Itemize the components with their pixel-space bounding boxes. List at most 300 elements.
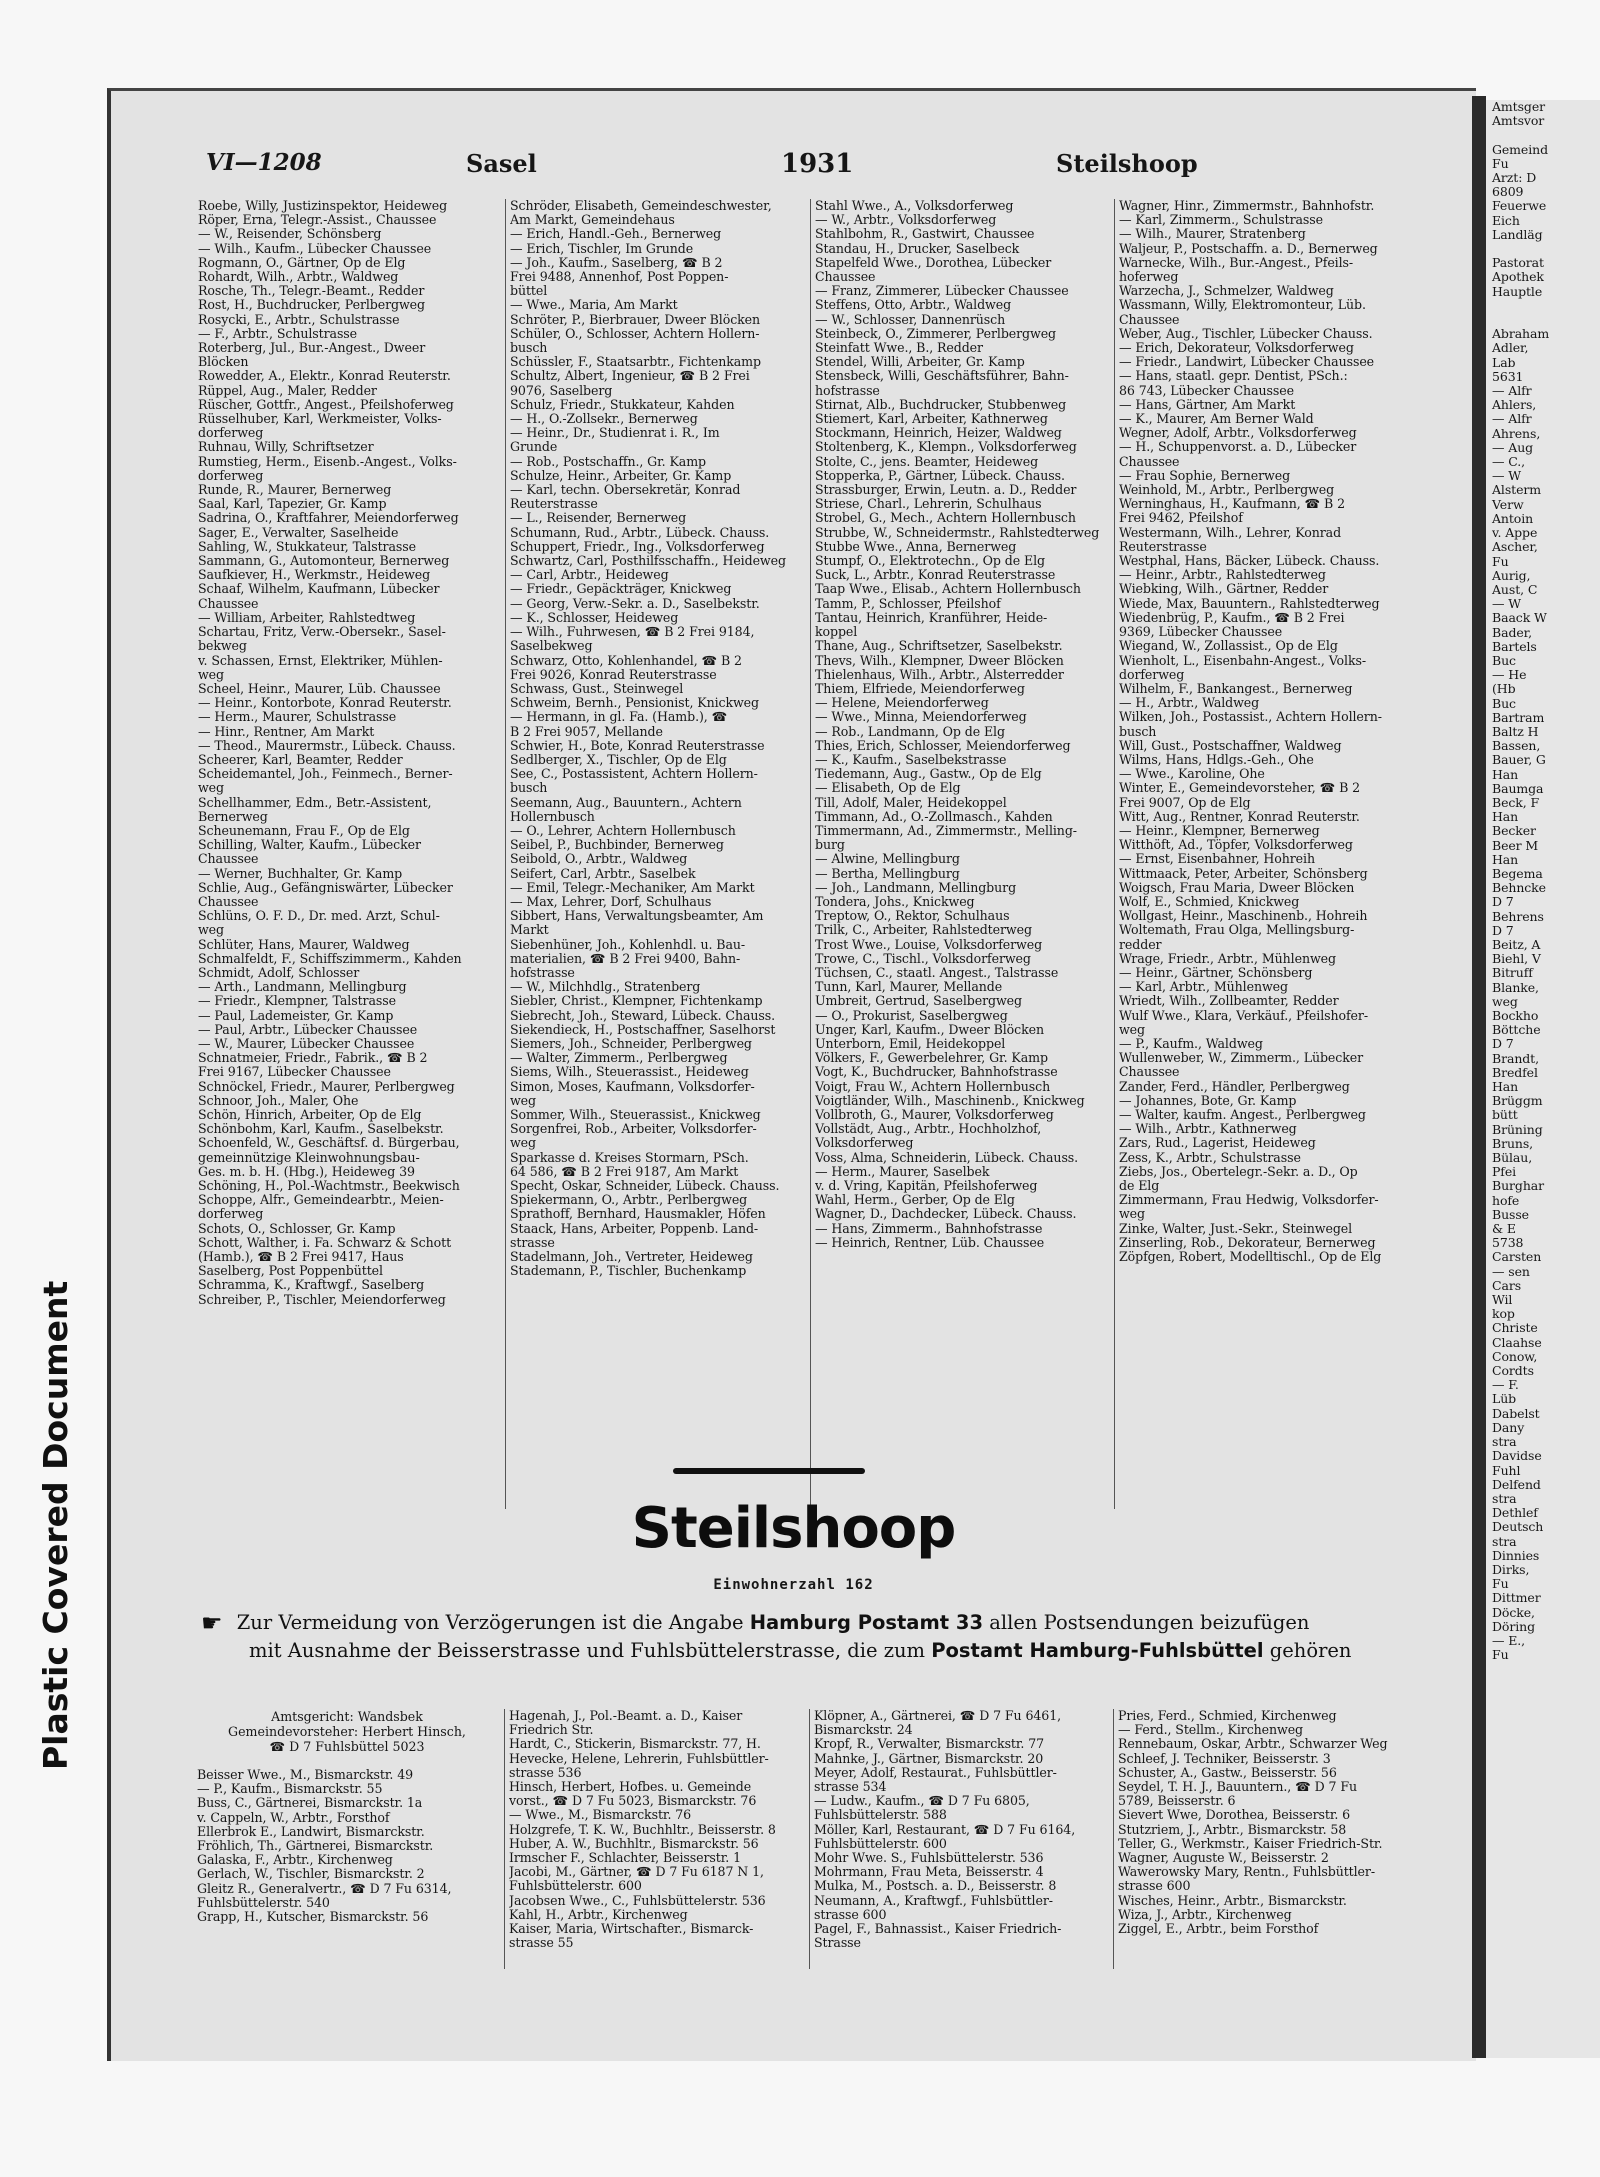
- directory-entry: Kahl, H., Arbtr., Kirchenweg: [509, 1907, 688, 1922]
- directory-entry: Suck, L., Arbtr., Konrad Reuterstrasse: [815, 568, 1056, 583]
- directory-entry: Antoin: [1492, 511, 1534, 526]
- directory-entry: Frei 9007, Op de Elg: [1119, 795, 1251, 810]
- directory-entry: — W., Maurer, Lübecker Chaussee: [198, 1036, 415, 1051]
- directory-entry: Seydel, T. H. J., Bauuntern., ☎ D 7 Fu: [1118, 1780, 1357, 1795]
- directory-entry: Stiemert, Karl, Arbeiter, Kathnerweg: [815, 412, 1048, 427]
- directory-entry: Beitz, A: [1492, 937, 1541, 952]
- directory-entry: Schwass, Gust., Steinwegel: [510, 681, 684, 696]
- directory-entry: — Alwine, Mellingburg: [815, 852, 960, 867]
- directory-entry: Fuhlsbüttelerstr. 600: [814, 1836, 947, 1851]
- directory-entry: Timmann, Ad., O.-Zollmasch., Kahden: [815, 809, 1053, 824]
- directory-entry: — Erich, Dekorateur, Volksdorferweg: [1119, 341, 1354, 356]
- directory-entry: Standau, H., Drucker, Saselbeck: [815, 241, 1020, 256]
- directory-entry: Sievert Wwe, Dorothea, Beisserstr. 6: [1118, 1808, 1351, 1823]
- directory-entry: Seibold, O., Arbtr., Waldweg: [510, 852, 688, 867]
- directory-entry: Fu: [1492, 1577, 1509, 1592]
- postal-notice: [201, 1609, 1401, 1665]
- directory-entry: B 2 Frei 9057, Mellande: [510, 724, 663, 739]
- directory-entry: Wawerowsky Mary, Rentn., Fuhlsbüttler-: [1118, 1865, 1375, 1880]
- directory-entry: Baltz H: [1492, 724, 1539, 739]
- directory-entry: Davidse: [1492, 1449, 1542, 1464]
- directory-entry: — Alfr: [1492, 412, 1532, 427]
- directory-entry: Voss, Alma, Schneiderin, Lübeck. Chauss.: [815, 1150, 1079, 1165]
- directory-entry: Stumpf, O., Elektrotechn., Op de Elg: [815, 554, 1045, 569]
- directory-entry: Sibbert, Hans, Verwaltungsbeamter, Am: [510, 909, 764, 924]
- directory-entry: Schilling, Walter, Kaufm., Lübecker: [198, 838, 421, 853]
- directory-entry: Reuterstrasse: [1119, 539, 1207, 554]
- directory-entry: Wilken, Joh., Postassist., Achtern Hollern-: [1119, 710, 1382, 725]
- directory-entry: — Friedr., Gepäckträger, Knickweg: [510, 582, 732, 597]
- directory-entry: Stapelfeld Wwe., Dorothea, Lübecker: [815, 255, 1052, 270]
- directory-entry: 9076, Saselberg: [510, 383, 613, 398]
- directory-entry: Fuhl: [1492, 1463, 1521, 1478]
- directory-entry: Rüscher, Gottfr., Angest., Pfeilshoferweg: [198, 397, 454, 412]
- directory-entry: weg: [510, 1136, 536, 1151]
- section-title: Steilshoop: [631, 1496, 956, 1561]
- directory-entry: weg: [1119, 1022, 1145, 1037]
- directory-entry: — He: [1492, 668, 1527, 683]
- directory-entry: weg: [198, 667, 224, 682]
- directory-entry: — Herm., Maurer, Schulstrasse: [198, 710, 397, 725]
- directory-entry: materialien, ☎ B 2 Frei 9400, Bahn-: [510, 951, 741, 966]
- directory-entry: Wisches, Heinr., Arbtr., Bismarckstr.: [1118, 1893, 1347, 1908]
- directory-entry: Tondera, Johs., Knickweg: [815, 894, 975, 909]
- directory-entry: Schots, O., Schlosser, Gr. Kamp: [198, 1221, 396, 1236]
- directory-entry: — W., Milchhdlg., Stratenberg: [510, 980, 701, 995]
- notice-text-3: mit Ausnahme der Beisserstrasse und Fuhlsbüttelerstrasse, die zum: [249, 1639, 926, 1662]
- directory-entry: Ruhnau, Willy, Schriftsetzer: [198, 440, 374, 455]
- directory-entry: Zars, Rud., Lagerist, Heideweg: [1119, 1136, 1316, 1151]
- column-1: [198, 199, 498, 1509]
- directory-entry: Woltemath, Frau Olga, Mellingsburg-: [1119, 923, 1355, 938]
- directory-entry: Frei 9167, Lübecker Chaussee: [198, 1065, 391, 1080]
- directory-entry: Beer M: [1492, 838, 1539, 853]
- directory-entry: Wullenweber, W., Zimmerm., Lübecker: [1119, 1051, 1364, 1066]
- directory-entry: Schlüter, Hans, Maurer, Waldweg: [198, 937, 410, 952]
- directory-entry: — sen: [1492, 1264, 1530, 1279]
- directory-entry: Gemeind: [1492, 142, 1548, 157]
- directory-entry: Böttche: [1492, 1023, 1541, 1038]
- directory-entry: Schoenfeld, W., Geschäftsf. d. Bürgerbau,: [198, 1136, 460, 1151]
- directory-entry: Wahl, Herm., Gerber, Op de Elg: [815, 1193, 1015, 1208]
- directory-entry: Spiekermann, O., Arbtr., Perlbergweg: [510, 1193, 748, 1208]
- directory-entry: — F.: [1492, 1378, 1519, 1393]
- directory-entry: weg: [510, 1093, 536, 1108]
- directory-entry: Markt: [510, 923, 549, 938]
- directory-entry: Alsterm: [1492, 483, 1541, 498]
- directory-entry: Trilk, C., Arbeiter, Rahlstedterweg: [815, 923, 1032, 938]
- directory-entry: Teller, G., Werkmstr., Kaiser Friedrich-Str.: [1118, 1836, 1383, 1851]
- directory-entry: — Wilh., Maurer, Stratenberg: [1119, 227, 1306, 242]
- directory-entry: Stademann, P., Tischler, Buchenkamp: [510, 1264, 747, 1279]
- pointing-hand-icon: ☛: [201, 1609, 223, 1637]
- directory-entry: Stadelmann, Joh., Vertreter, Heideweg: [510, 1250, 753, 1265]
- directory-entry: — Alfr: [1492, 384, 1532, 399]
- directory-entry: — Karl, Arbtr., Mühlenweg: [1119, 980, 1288, 995]
- directory-entry: busch: [1119, 724, 1157, 739]
- directory-entry: Treptow, O., Rektor, Schulhaus: [815, 909, 1010, 924]
- directory-entry: Tantau, Heinrich, Kranführer, Heide-: [815, 610, 1048, 625]
- directory-entry: — Wilh., Kaufm., Lübecker Chaussee: [198, 241, 432, 256]
- directory-entry: Becker: [1492, 824, 1536, 839]
- directory-entry: Begema: [1492, 866, 1543, 881]
- notice-bold-1: Hamburg Postamt 33: [749, 1611, 984, 1634]
- population-line: Einwohnerzahl 162: [713, 1577, 874, 1593]
- directory-entry: Stendel, Willi, Arbeiter, Gr. Kamp: [815, 355, 1025, 370]
- directory-entry: — Wilh., Fuhrwesen, ☎ B 2 Frei 9184,: [510, 625, 755, 640]
- directory-entry: Schnoor, Joh., Maler, Ohe: [198, 1093, 359, 1108]
- directory-entry: Fu: [1492, 1648, 1509, 1663]
- directory-entry: Steffens, Otto, Arbtr., Waldweg: [815, 298, 1012, 313]
- directory-entry: — Emil, Telegr.-Mechaniker, Am Markt: [510, 880, 755, 895]
- directory-entry: dorferweg: [198, 468, 264, 483]
- directory-entry: Staack, Hans, Arbeiter, Poppenb. Land-: [510, 1221, 759, 1236]
- directory-entry: dorferweg: [1119, 667, 1185, 682]
- directory-entry: Stolte, C., jens. Beamter, Heideweg: [815, 454, 1039, 469]
- directory-entry: — Wwe., M., Bismarckstr. 76: [509, 1808, 692, 1823]
- directory-entry: Frei 9488, Annenhof, Post Poppen-: [510, 270, 729, 285]
- directory-entry: Hardt, C., Stickerin, Bismarckstr. 77, H.: [509, 1737, 761, 1752]
- directory-entry: — Erich, Handl.-Geh., Bernerweg: [510, 227, 722, 242]
- directory-entry: strasse 600: [1118, 1879, 1191, 1894]
- directory-entry: Rennebaum, Oskar, Arbtr., Schwarzer Weg: [1118, 1737, 1388, 1752]
- directory-entry: Vollstädt, Aug., Arbtr., Hochholzhof,: [815, 1122, 1042, 1137]
- directory-entry: Bismarckstr. 24: [814, 1723, 913, 1738]
- directory-entry: weg: [1119, 1207, 1145, 1222]
- directory-entry: Bredfel: [1492, 1065, 1538, 1080]
- directory-entry: Strubbe, W., Schneidermstr., Rahlstedterweg: [815, 525, 1100, 540]
- directory-entry: Bernerweg: [198, 809, 268, 824]
- directory-entry: — C.,: [1492, 455, 1526, 470]
- directory-entry: Schartau, Fritz, Verw.-Obersekr., Sasel-: [198, 625, 446, 640]
- directory-entry: Dabelst: [1492, 1406, 1540, 1421]
- directory-entry: — Wwe., Minna, Meiendorferweg: [815, 710, 1027, 725]
- directory-entry: Schönbohm, Karl, Kaufm., Saselbekstr.: [198, 1122, 444, 1137]
- directory-entry: Wriedt, Wilh., Zollbeamter, Redder: [1119, 994, 1339, 1009]
- directory-entry: Warzecha, J., Schmelzer, Waldweg: [1119, 284, 1334, 299]
- directory-entry: Arzt: D: [1492, 171, 1537, 186]
- directory-entry: — Hans, Zimmerm., Bahnhofstrasse: [815, 1221, 1043, 1236]
- directory-entry: — Hans, Gärtner, Am Markt: [1119, 397, 1296, 412]
- directory-entry: Fröhlich, Th., Gärtnerei, Bismarckstr.: [197, 1839, 434, 1854]
- directory-entry: Döring: [1492, 1619, 1535, 1634]
- directory-entry: Saselberg, Post Poppenbüttel: [198, 1264, 383, 1279]
- directory-entry: Scheel, Heinr., Maurer, Lüb. Chaussee: [198, 681, 441, 696]
- directory-entry: — W., Schlosser, Dannenrüsch: [815, 312, 1006, 327]
- directory-entry: — Wwe., Maria, Am Markt: [510, 298, 678, 313]
- directory-entry: Landläg: [1492, 227, 1543, 242]
- directory-entry: Schulze, Heinr., Arbeiter, Gr. Kamp: [510, 468, 732, 483]
- steilshoop-column-4: [1113, 1709, 1414, 1969]
- directory-entry: Zander, Ferd., Händler, Perlbergweg: [1119, 1079, 1350, 1094]
- directory-entry: Stahlbohm, R., Gastwirt, Chaussee: [815, 227, 1035, 242]
- steilshoop-column-2: [504, 1709, 805, 1969]
- directory-entry: Sprathoff, Bernhard, Hausmakler, Höfen: [510, 1207, 766, 1222]
- directory-entry: Sager, E., Verwalter, Saselheide: [198, 525, 399, 540]
- directory-entry: — Joh., Landmann, Mellingburg: [815, 880, 1017, 895]
- directory-entry: Jacobsen Wwe., C., Fuhlsbüttelerstr. 536: [509, 1893, 766, 1908]
- directory-entry: Carsten: [1492, 1250, 1542, 1265]
- book-gutter: [1472, 96, 1486, 2058]
- directory-entry: weg: [198, 781, 224, 796]
- directory-entry: busch: [510, 781, 548, 796]
- directory-entry: Han: [1492, 852, 1519, 867]
- directory-entry: — Georg, Verw.-Sekr. a. D., Saselbekstr.: [510, 596, 760, 611]
- directory-entry: Irmscher F., Schlachter, Beisserstr. 1: [509, 1851, 741, 1866]
- directory-entry: Steinfatt Wwe., B., Redder: [815, 341, 983, 356]
- directory-entry: — Helene, Meiendorferweg: [815, 696, 989, 711]
- directory-entry: Zöpfgen, Robert, Modelltischl., Op de Elg: [1119, 1250, 1382, 1265]
- directory-entry: strasse 534: [814, 1780, 887, 1795]
- directory-entry: Stahl Wwe., A., Volksdorferweg: [815, 199, 1014, 213]
- directory-entry: Klöpner, A., Gärtnerei, ☎ D 7 Fu 6461,: [814, 1709, 1062, 1723]
- directory-entry: Weber, Aug., Tischler, Lübecker Chauss.: [1119, 326, 1373, 341]
- directory-entry: — Wwe., Karoline, Ohe: [1119, 767, 1265, 782]
- directory-entry: Cordts: [1492, 1364, 1534, 1379]
- directory-entry: — Carl, Arbtr., Heideweg: [510, 568, 669, 583]
- directory-entry: strasse 600: [814, 1907, 887, 1922]
- directory-entry: Chaussee: [198, 596, 259, 611]
- directory-entry: stra: [1492, 1491, 1517, 1506]
- directory-entry: — L., Reisender, Bernerweg: [510, 511, 687, 526]
- notice-text-2: allen Postsendungen beizufügen: [989, 1611, 1310, 1634]
- directory-entry: Buc: [1492, 696, 1516, 711]
- directory-entry: — Heinr., Gärtner, Schönsberg: [1119, 965, 1313, 980]
- directory-entry: Winter, E., Gemeindevorsteher, ☎ B 2: [1119, 781, 1361, 796]
- directory-entry: Wienholt, L., Eisenbahn-Angest., Volks-: [1119, 653, 1367, 668]
- directory-entry: Aust, C: [1492, 582, 1538, 597]
- directory-entry: (Hb: [1492, 682, 1516, 697]
- directory-entry: [1486, 299, 1600, 313]
- directory-entry: 5789, Beisserstr. 6: [1118, 1794, 1236, 1809]
- directory-entry: Schnöckel, Friedr., Maurer, Perlbergweg: [198, 1079, 455, 1094]
- directory-entry: Schwartz, Carl, Posthilfsschaffn., Heideweg: [510, 554, 786, 569]
- directory-entry: Chaussee: [1119, 454, 1180, 469]
- directory-entry: Taap Wwe., Elisab., Achtern Hollernbusch: [815, 582, 1081, 597]
- directory-entry: — Herm., Maurer, Saselbek: [815, 1164, 990, 1179]
- directory-entry: Saselbekweg: [510, 639, 593, 654]
- directory-entry: Grunde: [510, 440, 558, 455]
- side-label: Plastic Covered Document: [36, 1280, 75, 1770]
- directory-entry: Rumstieg, Herm., Eisenb.-Angest., Volks-: [198, 454, 457, 469]
- steilshoop-column-1: [197, 1709, 497, 1969]
- directory-entry: weg: [198, 923, 224, 938]
- directory-entry: — Werner, Buchhalter, Gr. Kamp: [198, 866, 403, 881]
- directory-entry: — Theod., Maurermstr., Lübeck. Chauss.: [198, 738, 456, 753]
- directory-entry: Bruns,: [1492, 1136, 1534, 1151]
- directory-entry: Rogmann, O., Gärtner, Op de Elg: [198, 255, 406, 270]
- directory-entry: — Ferd., Stellm., Kirchenweg: [1118, 1723, 1304, 1738]
- directory-entry: Scheunemann, Frau F., Op de Elg: [198, 823, 410, 838]
- directory-entry: Vollbroth, G., Maurer, Volksdorferweg: [815, 1108, 1054, 1122]
- directory-entry: Dethlef: [1492, 1506, 1538, 1521]
- directory-entry: burg: [815, 838, 845, 853]
- directory-entry: Thielenhaus, Wilh., Arbtr., Alsterredder: [815, 667, 1064, 682]
- directory-entry: v. Schassen, Ernst, Elektriker, Mühlen-: [198, 653, 443, 668]
- directory-entry: Sedlberger, X., Tischler, Op de Elg: [510, 752, 727, 767]
- steilshoop-list-1: [197, 1768, 497, 1924]
- section-divider: [673, 1468, 865, 1474]
- directory-entry: Sommer, Wilh., Steuerassist., Knickweg: [510, 1108, 761, 1122]
- directory-entry: Conow,: [1492, 1349, 1538, 1364]
- directory-entry: 86 743, Lübecker Chaussee: [1119, 383, 1294, 398]
- directory-entry: Stockmann, Heinrich, Heizer, Waldweg: [815, 426, 1062, 441]
- directory-entry: Blanke,: [1492, 980, 1539, 995]
- directory-entry: Bitruff: [1492, 966, 1533, 981]
- directory-entry: Döcke,: [1492, 1605, 1535, 1620]
- directory-entry: — Franz, Zimmerer, Lübecker Chaussee: [815, 284, 1069, 299]
- directory-entry: Fuhlsbüttelerstr. 588: [814, 1808, 947, 1823]
- directory-entry: Stutzriem, J., Arbtr., Bismarckstr. 58: [1118, 1822, 1347, 1837]
- directory-entry: Wiebking, Wilh., Gärtner, Redder: [1119, 582, 1329, 597]
- directory-entry: Wilhelm, F., Bankangest., Bernerweg: [1119, 681, 1353, 696]
- directory-entry: Schüler, O., Schlosser, Achtern Hollern-: [510, 326, 760, 341]
- page-number: VI—1208: [206, 149, 322, 176]
- directory-entry: Biehl, V: [1492, 952, 1541, 967]
- directory-entry: (Hamb.), ☎ B 2 Frei 9417, Haus: [198, 1250, 404, 1265]
- directory-entry: gemeinnützige Kleinwohnungsbau-: [198, 1150, 420, 1165]
- directory-entry: — Hinr., Rentner, Am Markt: [198, 724, 375, 739]
- directory-entry: strasse: [510, 1235, 555, 1250]
- directory-entry: Hauptle: [1492, 284, 1543, 299]
- directory-entry: Siebler, Christ., Klempner, Fichtenkamp: [510, 994, 763, 1009]
- directory-entry: Möller, Karl, Restaurant, ☎ D 7 Fu 6164,: [814, 1822, 1076, 1837]
- directory-entry: Jacobi, M., Gärtner, ☎ D 7 Fu 6187 N 1,: [509, 1865, 764, 1880]
- directory-entry: — Rob., Landmann, Op de Elg: [815, 724, 1005, 739]
- directory-entry: Bauer, G: [1492, 753, 1546, 768]
- directory-entry: Schoppe, Alfr., Gemeindearbtr., Meien-: [198, 1193, 444, 1208]
- directory-entry: Westphal, Hans, Bäcker, Lübeck. Chauss.: [1119, 554, 1380, 569]
- directory-entry: stra: [1492, 1534, 1517, 1549]
- directory-entry: Schwier, H., Bote, Konrad Reuterstrasse: [510, 738, 765, 753]
- directory-entry: — F., Arbtr., Schulstrasse: [198, 326, 358, 341]
- directory-entry: Rosycki, E., Arbtr., Schulstrasse: [198, 312, 400, 327]
- directory-entry: de Elg: [1119, 1179, 1160, 1194]
- directory-entry: Specht, Oskar, Schneider, Lübeck. Chauss.: [510, 1179, 780, 1194]
- directory-entry: büttel: [510, 284, 548, 299]
- directory-entry: Schweim, Bernh., Pensionist, Knickweg: [510, 696, 759, 711]
- directory-entry: Runde, R., Maurer, Bernerweg: [198, 483, 392, 498]
- directory-entry: Sorgenfrei, Rob., Arbeiter, Volksdorfer-: [510, 1122, 757, 1137]
- directory-entry: Apothek: [1492, 270, 1544, 285]
- directory-entry: Strasse: [814, 1936, 861, 1951]
- notice-line-2: [201, 1637, 1401, 1665]
- directory-entry: bekweg: [198, 639, 247, 654]
- directory-entry: weg: [1492, 994, 1518, 1009]
- notice-text-1: Zur Vermeidung von Verzögerungen ist die Angabe: [236, 1611, 744, 1634]
- directory-entry: — E.,: [1492, 1633, 1526, 1648]
- directory-entry: Schröter, P., Bierbrauer, Dweer Blöcken: [510, 312, 761, 327]
- directory-entry: — W: [1492, 597, 1522, 612]
- notice-text-4: gehören: [1269, 1639, 1352, 1662]
- directory-entry: Ascher,: [1492, 540, 1538, 555]
- directory-entry: Neumann, A., Kraftwgf., Fuhlsbüttler-: [814, 1893, 1053, 1908]
- directory-entry: Zess, K., Arbtr., Schulstrasse: [1119, 1150, 1301, 1165]
- directory-entry: Beisser Wwe., M., Bismarckstr. 49: [197, 1768, 414, 1782]
- directory-entry: Holzgrefe, T. K. W., Buchhltr., Beisserstr. 8: [509, 1822, 776, 1837]
- directory-entry: — Friedr., Landwirt, Lübecker Chaussee: [1119, 355, 1375, 370]
- directory-entry: Tunn, Karl, Maurer, Mellande: [815, 980, 1003, 995]
- directory-entry: Dirks,: [1492, 1562, 1530, 1577]
- directory-entry: — Paul, Arbtr., Lübecker Chaussee: [198, 1022, 418, 1037]
- directory-entry: — Ernst, Eisenbahner, Hohreih: [1119, 852, 1315, 867]
- directory-entry: Sahling, W., Stukkateur, Talstrasse: [198, 539, 416, 554]
- directory-entry: Wilms, Hans, Hdlgs.-Geh., Ohe: [1119, 752, 1314, 767]
- directory-entry: Reuterstrasse: [510, 497, 598, 512]
- directory-entry: Stensbeck, Willi, Geschäftsführer, Bahn-: [815, 369, 1069, 384]
- directory-entry: Vogt, K., Buchdrucker, Bahnhofstrasse: [815, 1065, 1058, 1080]
- directory-entry: Schott, Walther, i. Fa. Schwarz & Schott: [198, 1235, 452, 1250]
- directory-entry: Rüsselhuber, Karl, Werkmeister, Volks-: [198, 412, 442, 427]
- directory-entry: hofstrasse: [815, 383, 880, 398]
- directory-entry: strasse 536: [509, 1765, 582, 1780]
- directory-entry: — H., Arbtr., Waldweg: [1119, 696, 1260, 711]
- steilshoop-column-3: [809, 1709, 1110, 1969]
- mayor-phone-line: ☎ D 7 Fuhlsbüttel 5023: [269, 1739, 425, 1754]
- directory-entry: Kropf, R., Verwalter, Bismarckstr. 77: [814, 1737, 1045, 1752]
- directory-entry: Schleef, J. Techniker, Beisserstr. 3: [1118, 1751, 1331, 1766]
- directory-entry: Schuppert, Friedr., Ing., Volksdorferweg: [510, 539, 765, 554]
- directory-entry: — Hermann, in gl. Fa. (Hamb.), ☎: [510, 710, 728, 725]
- directory-entry: Unger, Karl, Kaufm., Dweer Blöcken: [815, 1022, 1045, 1037]
- directory-entry: Wiza, J., Arbtr., Kirchenweg: [1118, 1907, 1292, 1922]
- directory-entry: Sadrina, O., Kraftfahrer, Meiendorferweg: [198, 511, 459, 526]
- directory-entry: Pries, Ferd., Schmied, Kirchenweg: [1118, 1709, 1337, 1723]
- column-3: [810, 199, 1111, 1509]
- directory-entry: Busse: [1492, 1207, 1529, 1222]
- directory-entry: — Friedr., Klempner, Talstrasse: [198, 994, 396, 1009]
- directory-entry: Delfend: [1492, 1477, 1541, 1492]
- directory-entry: Ellerbrok E., Landwirt, Bismarckstr.: [197, 1824, 425, 1839]
- directory-entry: Hinsch, Herbert, Hofbes. u. Gemeinde: [509, 1780, 752, 1795]
- directory-entry: D 7: [1492, 895, 1514, 910]
- directory-entry: koppel: [815, 625, 858, 640]
- directory-entry: Abraham: [1492, 327, 1550, 342]
- directory-entry: Baumga: [1492, 781, 1544, 796]
- directory-entry: Kaiser, Maria, Wirtschafter., Bismarck-: [509, 1922, 754, 1937]
- directory-entry: — Arth., Landmann, Mellingburg: [198, 980, 407, 995]
- directory-entry: Zimmermann, Frau Hedwig, Volksdorfer-: [1119, 1193, 1379, 1208]
- directory-entry: Grapp, H., Kutscher, Bismarckstr. 56: [197, 1910, 429, 1925]
- directory-entry: Schlie, Aug., Gefängniswärter, Lübecker: [198, 880, 453, 895]
- directory-entry: Wolf, E., Schmied, Knickweg: [1119, 894, 1300, 909]
- directory-entry: — Rob., Postschaffn., Gr. Kamp: [510, 454, 707, 469]
- directory-entry: Stopperka, P., Gärtner, Lübeck. Chauss.: [815, 468, 1065, 483]
- directory-entry: Wiede, Max, Bauuntern., Rahlstedterweg: [1119, 596, 1380, 611]
- directory-entry: Pfei: [1492, 1165, 1517, 1180]
- directory-entry: Behrens: [1492, 909, 1544, 924]
- directory-entry: Burghar: [1492, 1179, 1544, 1194]
- directory-entry: Schlüns, O. F. D., Dr. med. Arzt, Schul-: [198, 909, 440, 924]
- directory-entry: Weinhold, M., Arbtr., Perlbergweg: [1119, 483, 1335, 498]
- directory-entry: v. Cappeln, W., Arbtr., Forsthof: [197, 1810, 390, 1825]
- directory-entry: 9369, Lübecker Chaussee: [1119, 625, 1283, 640]
- directory-entry: Siebrecht, Joh., Steward, Lübeck. Chauss.: [510, 1008, 776, 1023]
- directory-entry: Volksdorferweg: [815, 1136, 914, 1151]
- directory-entry: kop: [1492, 1307, 1515, 1322]
- directory-entry: Bartels: [1492, 639, 1537, 654]
- sasel-columns: [198, 199, 1414, 1509]
- directory-entry: Trost Wwe., Louise, Volksdorferweg: [815, 937, 1043, 952]
- directory-entry: Chaussee: [1119, 1065, 1180, 1080]
- directory-entry: Tiedemann, Aug., Gastw., Op de Elg: [815, 767, 1042, 782]
- directory-entry: Wollgast, Heinr., Maschinenb., Hohreih: [1119, 909, 1368, 924]
- directory-entry: Dittmer: [1492, 1591, 1541, 1606]
- directory-entry: Schöning, H., Pol.-Wachtmstr., Beekwisch: [198, 1179, 460, 1194]
- spacer: [197, 1754, 497, 1768]
- directory-entry: — Elisabeth, Op de Elg: [815, 781, 961, 796]
- directory-entry: Ziebs, Jos., Obertelegr.-Sekr. a. D., Op: [1119, 1164, 1358, 1179]
